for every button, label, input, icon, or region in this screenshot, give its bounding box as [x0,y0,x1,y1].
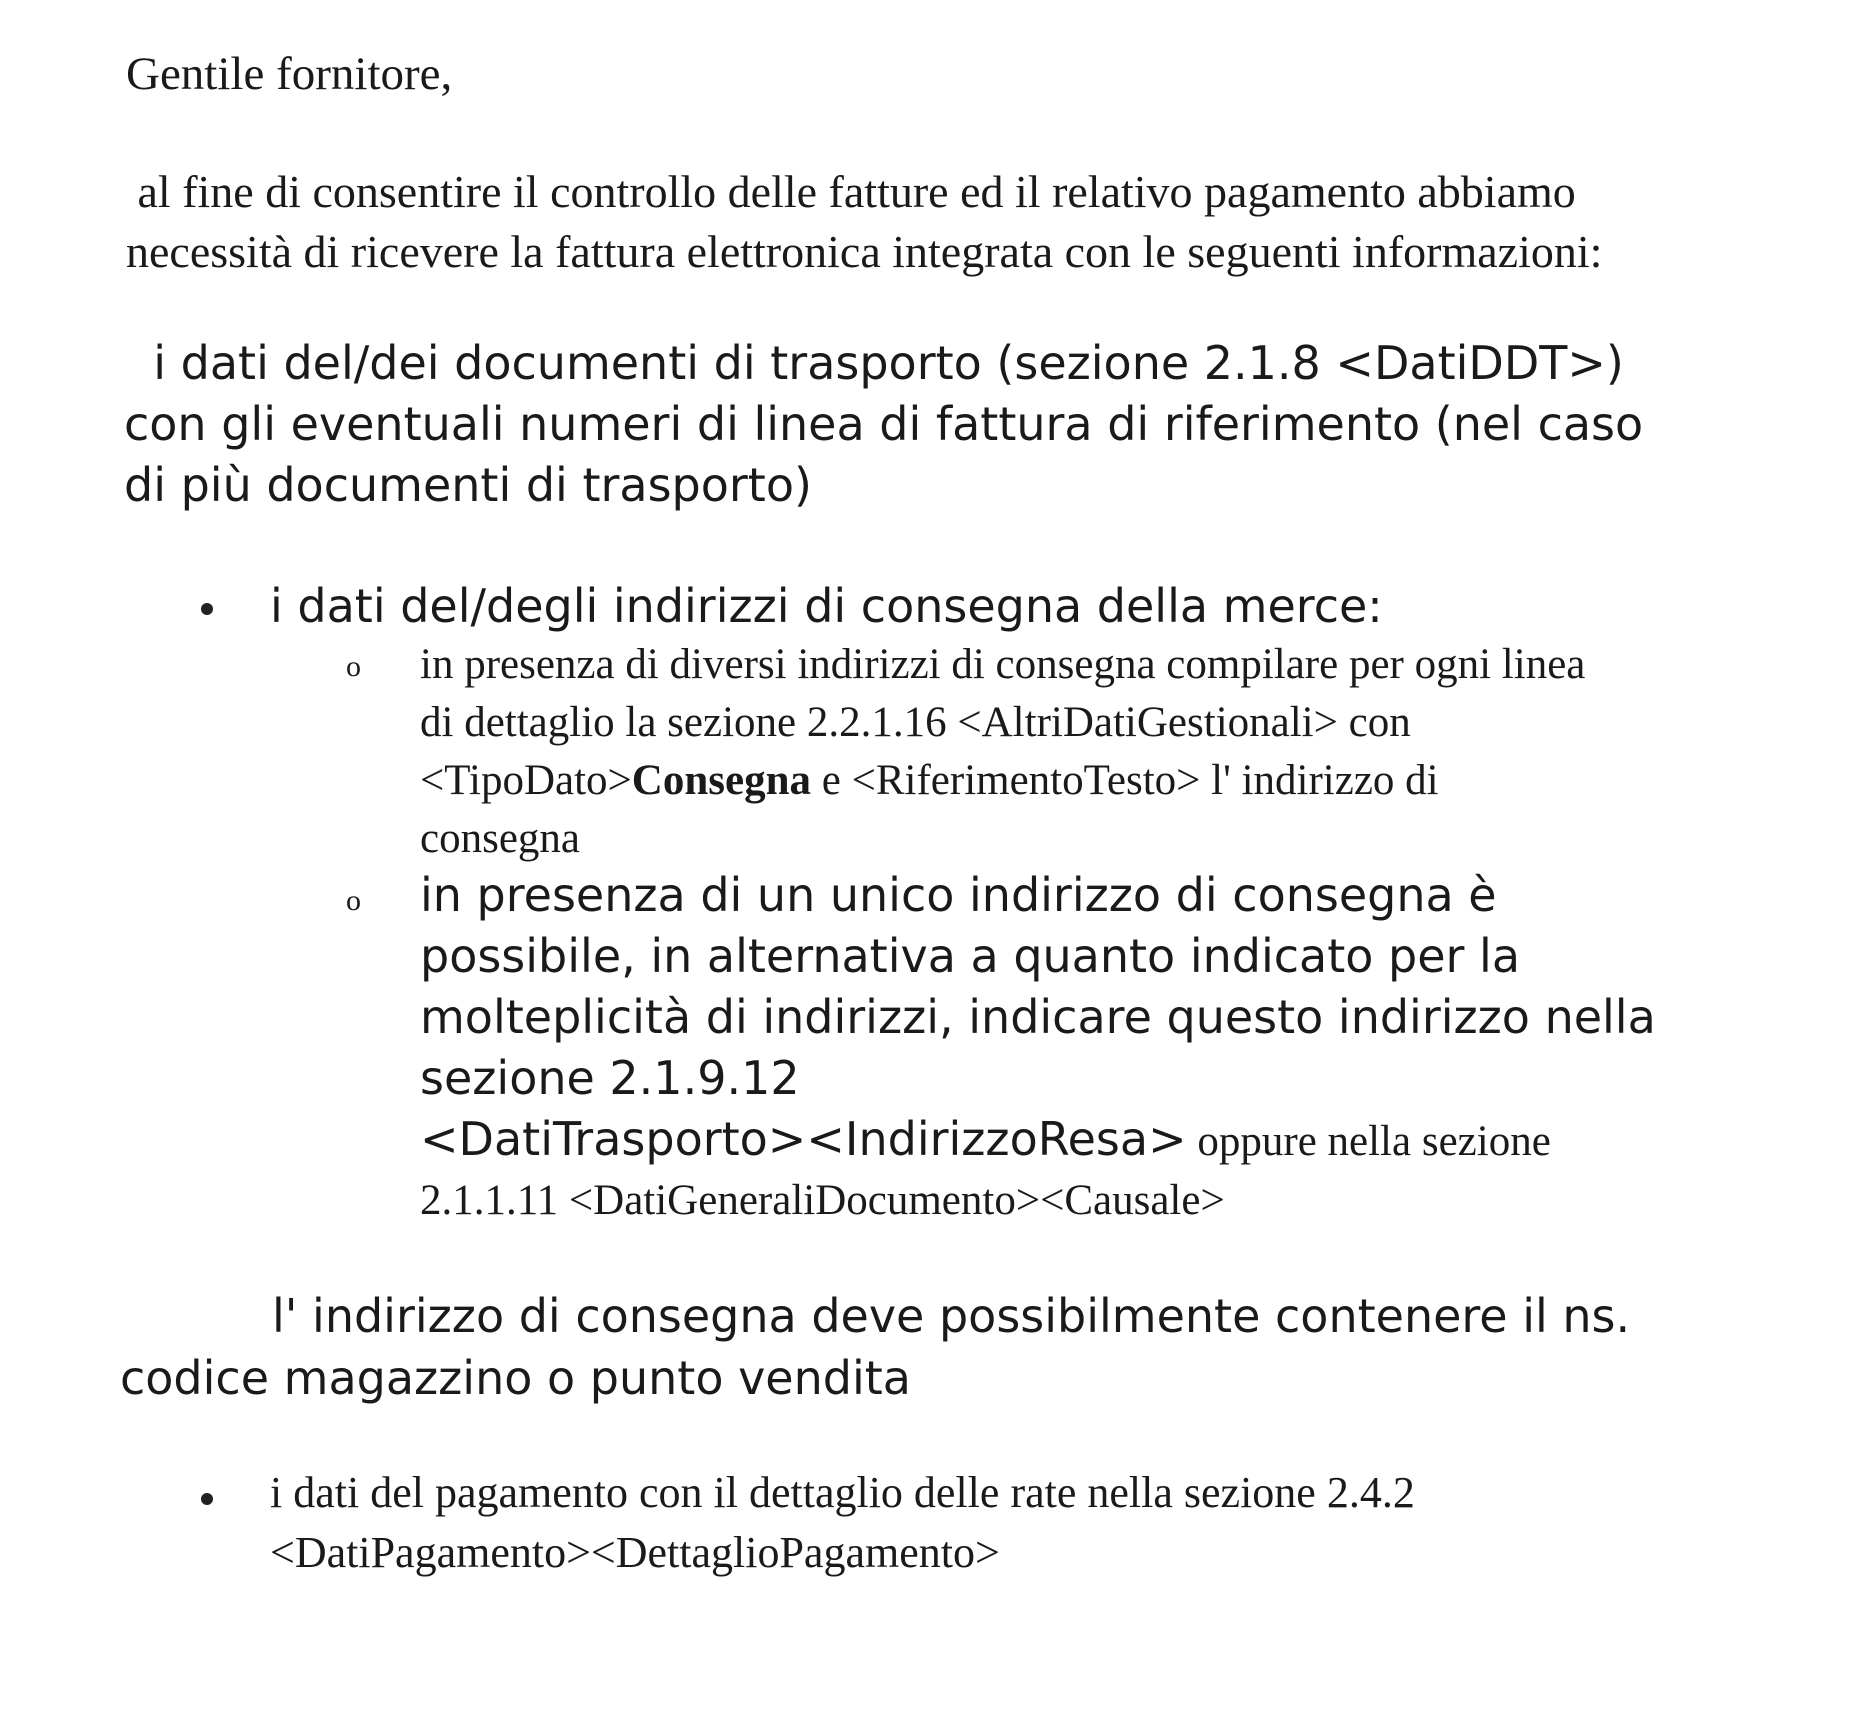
multiple-line-3-b: e <RiferimentoTesto> l' indirizzo di [811,757,1439,804]
sub-bullet-icon: o [346,650,361,683]
delivery-bullet-title: i dati del/degli indirizzi di consegna della merce: [270,579,1383,633]
multiple-line-3-a: <TipoDato> [420,757,632,804]
transport-line-1: i dati del/dei documenti di trasporto (sezione 2.1.8 <DatiDDT>) [124,336,1624,390]
bullet-icon [201,1493,213,1505]
note-line-2: codice magazzino o punto vendita [120,1351,911,1405]
single-line-5-a: <DatiTrasporto><IndirizzoResa> [420,1112,1187,1166]
multiple-line-2: di dettaglio la sezione 2.2.1.16 <AltriDatiGestionali> con [420,699,1411,746]
payment-line-1: i dati del pagamento con il dettaglio delle rate nella sezione 2.4.2 [270,1468,1415,1517]
intro-paragraph [126,162,1602,282]
multiple-line-1: in presenza di diversi indirizzi di consegna compilare per ogni linea [420,641,1586,688]
note-line-1-text: l' indirizzo di consegna deve possibilmente contenere il ns. [272,1289,1631,1343]
intro-line-2: necessità di ricevere la fattura elettronica integrata con le seguenti informazioni: [126,226,1603,277]
transport-paragraph [124,333,1643,516]
single-line-5 [420,1109,1656,1172]
delivery-note [120,1285,1630,1409]
note-line-1 [120,1285,1630,1347]
sub-bullet-icon: o [346,884,361,917]
payment-line-2: <DatiPagamento><DettaglioPagamento> [270,1528,1000,1577]
multiple-line-3-bold: Consegna [631,757,811,804]
transport-line-3: di più documenti di trasporto) [124,458,812,512]
single-line-5-b: oppure nella sezione [1186,1118,1551,1165]
bullet-icon [201,603,213,615]
single-line-2: possibile, in alternativa a quanto indicato per la [420,929,1521,983]
intro-line-1: al fine di consentire il controllo delle fatture ed il relativo pagamento abbiamo [126,166,1576,217]
sub-bullet-multiple-addresses [420,636,1585,868]
single-line-1: in presenza di un unico indirizzo di consegna è [420,868,1497,922]
transport-line-2: con gli eventuali numeri di linea di fattura di riferimento (nel caso [124,397,1644,451]
single-line-6: 2.1.1.11 <DatiGeneraliDocumento><Causale> [420,1177,1225,1224]
greeting: Gentile fornitore, [126,48,453,100]
single-line-4: sezione 2.1.9.12 [420,1051,800,1105]
multiple-line-4: consegna [420,815,580,862]
payment-bullet [270,1463,1415,1583]
multiple-line-3 [420,752,1585,810]
single-line-3: molteplicità di indirizzi, indicare questo indirizzo nella [420,990,1656,1044]
sub-bullet-single-address [420,865,1656,1230]
